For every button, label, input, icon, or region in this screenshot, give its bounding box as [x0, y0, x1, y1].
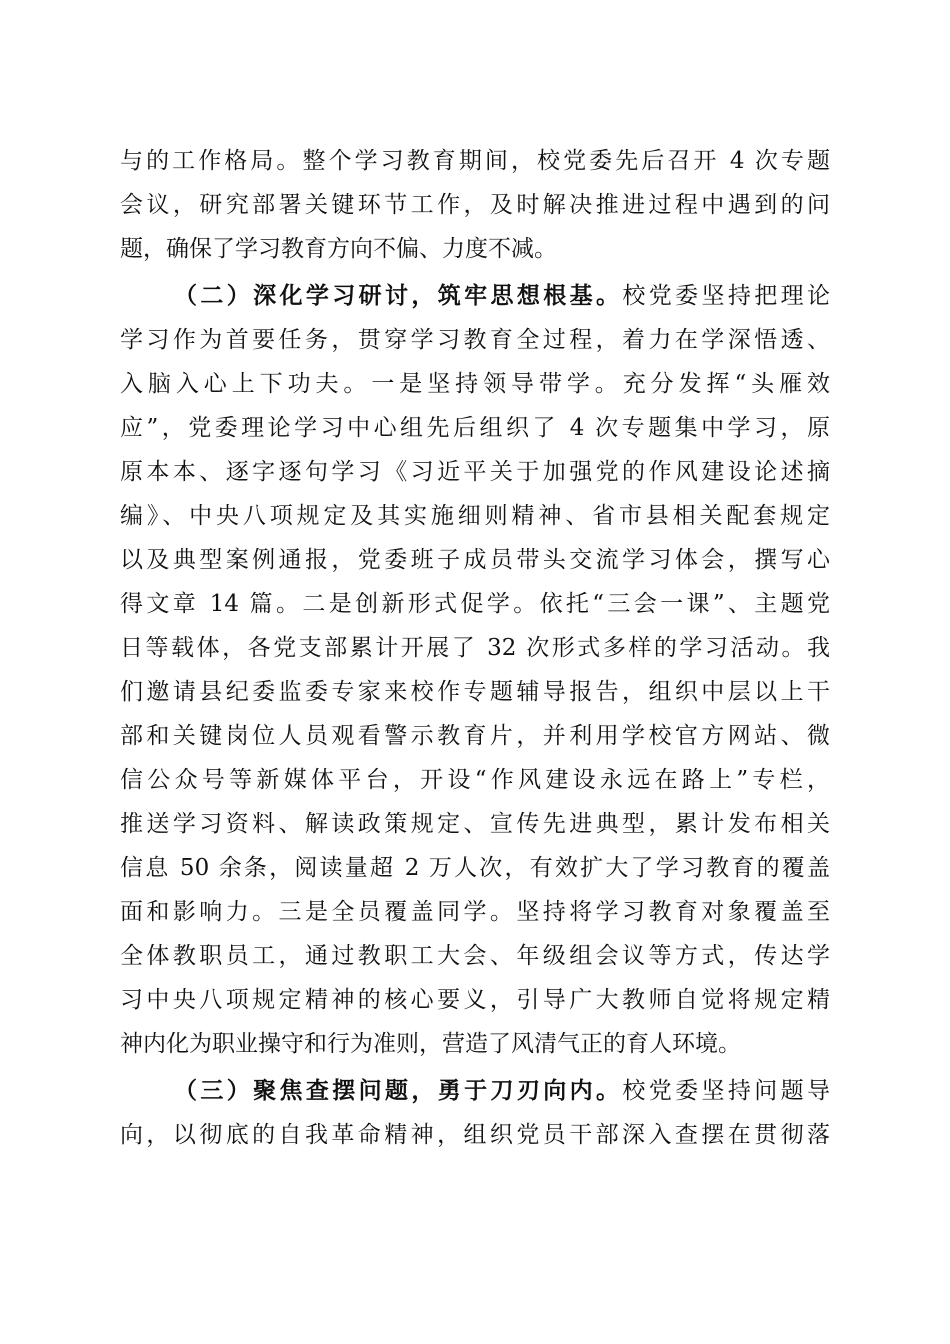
paragraph-2-line: 信公众号等新媒体平台，开设“作风建设永远在路上”专栏， [120, 767, 830, 793]
paragraph-2-line: 部和关键岗位人员观看警示教育片，并利用学校官方网站、微 [120, 723, 830, 749]
paragraph-2-line: 神内化为职业操守和行为准则，营造了风清气正的育人环境。 [120, 1031, 741, 1057]
paragraph-2-line: 以及典型案例通报，党委班子成员带头交流学习体会，撰写心 [120, 547, 830, 573]
paragraph-2-line: 们邀请县纪委监委专家来校作专题辅导报告，组织中层以上干 [120, 679, 830, 705]
paragraph-3-first-line-text: 校党委坚持问题导 [622, 1078, 830, 1104]
paragraph-1-line-3: 题，确保了学习教育方向不偏、力度不减。 [120, 236, 557, 262]
paragraph-2-line: 入脑入心上下功夫。一是坚持领导带学。充分发挥“头雁效 [120, 371, 830, 397]
paragraph-2-line: 全体教职员工，通过教职工大会、年级组会议等方式，传达学 [120, 943, 830, 969]
paragraph-3-line: 向，以彻底的自我革命精神，组织党员干部深入查摆在贯彻落 [120, 1122, 830, 1148]
paragraph-2-line: 得文章 14 篇。二是创新形式促学。依托“三会一课”、主题党 [120, 591, 830, 617]
paragraph-2-line: 学习作为首要任务，贯穿学习教育全过程，着力在学深悟透、 [120, 327, 830, 353]
paragraph-2-line: 推送学习资料、解读政策规定、宣传先进典型，累计发布相关 [120, 811, 830, 837]
paragraph-2-line: 原本本、逐字逐句学习《习近平关于加强党的作风建设论述摘 [120, 459, 830, 485]
paragraph-2-line: 信息 50 余条，阅读量超 2 万人次，有效扩大了学习教育的覆盖 [120, 855, 830, 881]
section-heading-3: （三）聚焦查摆问题，勇于刀刃向内。 [174, 1077, 623, 1104]
paragraph-1-line-1: 与的工作格局。整个学习教育期间，校党委先后召开 4 次专题 [120, 148, 830, 174]
paragraph-2-line: 面和影响力。三是全员覆盖同学。坚持将学习教育对象覆盖至 [120, 899, 830, 925]
paragraph-2-first-line-text: 校党委坚持把理论 [622, 283, 830, 309]
paragraph-1-line-2: 会议，研究部署关键环节工作，及时解决推进过程中遇到的问 [120, 192, 830, 218]
paragraph-2-line: 习中央八项规定精神的核心要义，引导广大教师自觉将规定精 [120, 987, 830, 1013]
section-heading-2: （二）深化学习研讨，筑牢思想根基。 [174, 282, 623, 309]
paragraph-2-line: 编》、中央八项规定及其实施细则精神、省市县相关配套规定 [120, 503, 830, 529]
paragraph-2-first-line [174, 281, 830, 311]
paragraph-2-line: 日等载体，各党支部累计开展了 32 次形式多样的学习活动。我 [120, 635, 830, 661]
paragraph-2-line: 应”，党委理论学习中心组先后组织了 4 次专题集中学习，原 [120, 415, 830, 441]
paragraph-3-first-line [174, 1076, 830, 1106]
